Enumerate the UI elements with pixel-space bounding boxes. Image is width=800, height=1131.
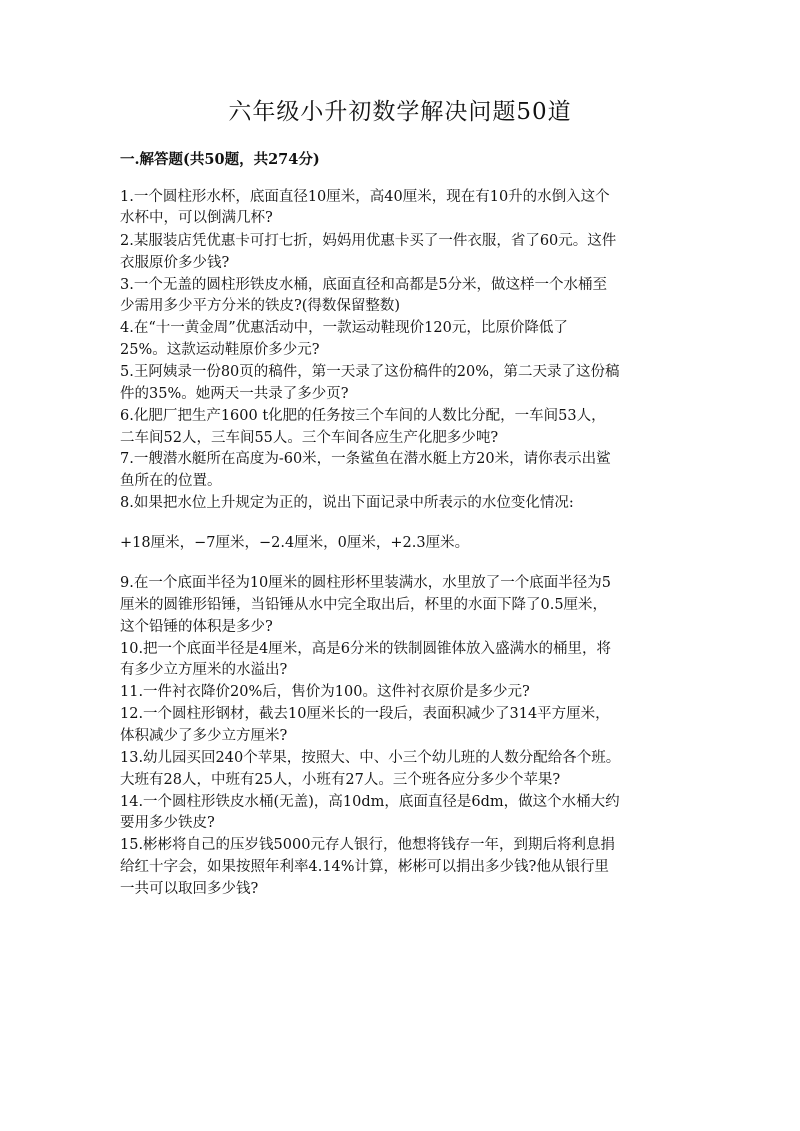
question-14-line-1: 14.一个圆柱形铁皮水桶(无盖)，高10dm，底面直径是6dm，做这个水桶大约 [120, 794, 620, 810]
question-1-line-2: 水杯中，可以倒满几杯? [120, 210, 273, 226]
page-title: 六年级小升初数学解决问题50道 [228, 99, 572, 125]
question-8-data-line: +18厘米，−7厘米，−2.4厘米，0厘米，+2.3厘米。 [120, 535, 470, 551]
question-3-line-1: 3.一个无盖的圆柱形铁皮水桶，底面直径和高都是5分米，做这样一个水桶至 [120, 277, 608, 293]
question-12-line-1: 12.一个圆柱形钢材，截去10厘米长的一段后，表面积减少了314平方厘米， [120, 706, 610, 722]
question-15-line-2: 给红十字会，如果按照年利率4.14%计算，彬彬可以捐出多少钱?他从银行里 [120, 859, 609, 875]
question-9-line-2: 厘米的圆锥形铅锤，当铅锤从水中完全取出后，杯里的水面下降了0.5厘米， [120, 597, 608, 613]
question-9-line-1: 9.在一个底面半径为10厘米的圆柱形杯里装满水，水里放了一个底面半径为5 [120, 575, 612, 591]
question-2-line-2: 衣服原价多少钱? [120, 255, 230, 271]
question-8-line-1: 8.如果把水位上升规定为正的，说出下面记录中所表示的水位变化情况: [120, 495, 574, 511]
question-10-line-2: 有多少立方厘米的水溢出? [120, 662, 288, 678]
question-14-line-2: 要用多少铁皮? [120, 815, 215, 831]
question-11-line-1: 11.一件衬衣降价20%后，售价为100。这件衬衣原价是多少元? [120, 684, 530, 700]
question-7-line-1: 7.一艘潜水艇所在高度为-60米，一条鲨鱼在潜水艇上方20米，请你表示出鲨 [120, 451, 611, 467]
question-6-line-1: 6.化肥厂把生产1600 t化肥的任务按三个车间的人数比分配，一车间53人， [120, 408, 606, 424]
question-4-line-1: 4.在“十一黄金周”优惠活动中，一款运动鞋现价120元，比原价降低了 [120, 320, 568, 336]
question-12-line-2: 体积减少了多少立方厘米? [120, 728, 288, 744]
question-13-line-2: 大班有28人，中班有25人，小班有27人。三个班各应分多少个苹果? [120, 772, 561, 788]
section-heading: 一.解答题(共50题，共274分) [120, 151, 320, 168]
question-7-line-2: 鱼所在的位置。 [120, 473, 222, 489]
question-2-line-1: 2.某服装店凭优惠卡可打七折，妈妈用优惠卡买了一件衣服，省了60元。这件 [120, 233, 617, 249]
question-1-line-1: 1.一个圆柱形水杯，底面直径10厘米，高40厘米，现在有10升的水倒入这个 [120, 189, 610, 205]
question-10-line-1: 10.把一个底面半径是4厘米，高是6分米的铁制圆锥体放入盛满水的桶里，将 [120, 641, 612, 657]
question-15-line-1: 15.彬彬将自己的压岁钱5000元存人银行，他想将钱存一年，到期后将利息捐 [120, 837, 615, 853]
question-15-line-3: 一共可以取回多少钱? [120, 881, 259, 897]
question-9-line-3: 这个铅锤的体积是多少? [120, 619, 273, 635]
question-5-line-2: 件的35%。她两天一共录了多少页? [120, 386, 349, 402]
question-5-line-1: 5.王阿姨录一份80页的稿件，第一天录了这份稿件的20%，第二天录了这份稿 [120, 364, 620, 380]
question-6-line-2: 二车间52人，三车间55人。三个车间各应生产化肥多少吨? [120, 430, 499, 446]
question-13-line-1: 13.幼儿园买回240个苹果，按照大、中、小三个幼儿班的人数分配给各个班。 [120, 750, 621, 766]
question-4-line-2: 25%。这款运动鞋原价多少元? [120, 342, 320, 358]
question-3-line-2: 少需用多少平方分米的铁皮?(得数保留整数) [120, 298, 401, 314]
